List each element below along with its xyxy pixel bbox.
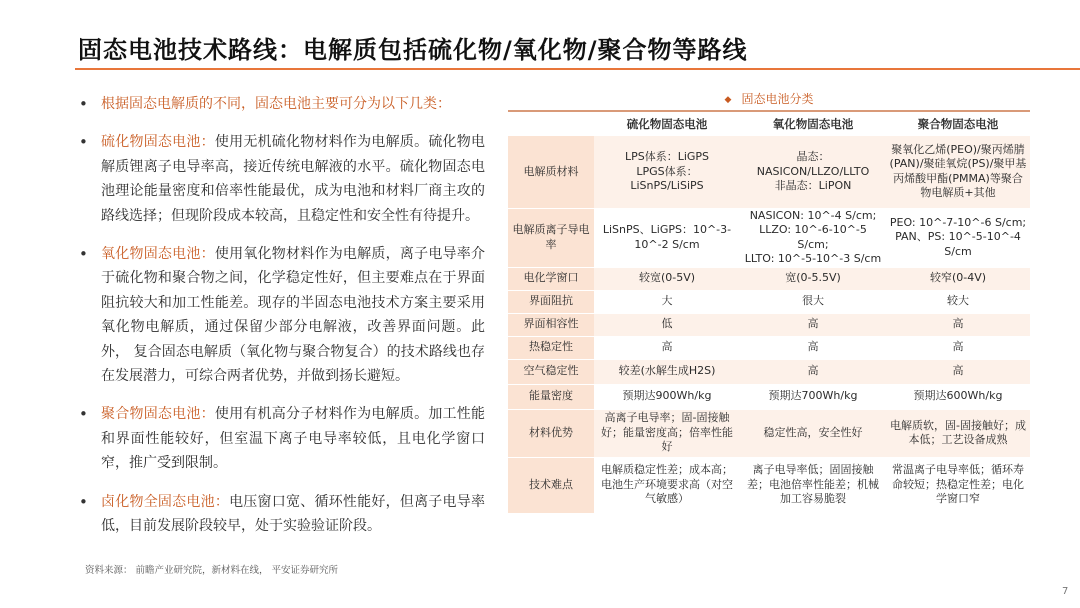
table-cell: 离子电导率低；固固接触差；电池倍率性能差；机械加工容易脆裂 [740, 457, 886, 513]
polymer-text: 使用有机高分子材料作为电解质。加工性能和界面性能较好，但室温下离子电导率较低，且电化学窗口窄，推广受到限制。 [101, 406, 486, 472]
sulfide-text: 使用无机硫化物材料作为电解质。硫化物电解质锂离子电导率高，接近传统电解液的水平。硫化物固态电池理论能量密度和倍率性能最优，成为电池和材料厂商主攻的路线选择；但现阶段成本较高，且稳定性和安全性有待提升。 [101, 134, 486, 224]
table-cell: 聚氧化乙烯(PEO)/聚丙烯腈(PAN)/聚硅氧烷(PS)/聚甲基丙烯酸甲酯(PMMA)等聚合物电解质+其他 [886, 136, 1030, 208]
table-cell: 高 [886, 359, 1030, 384]
table-cell: 高 [740, 313, 886, 336]
table-cell: 电解质稳定性差；成本高；电池生产环境要求高（对空气敏感） [594, 457, 740, 513]
intro-text: 根据固态电解质的不同，固态电池主要可分为以下几类： [101, 96, 451, 112]
row-header: 空气稳定性 [508, 359, 594, 384]
table-cell: PEO: 10^-7-10^-6 S/cm; PAN、PS: 10^-5-10^-4 S/cm [886, 208, 1030, 267]
table-cell: LPS体系：LiGPS LPGS体系： LiSnPS/LiSiPS [594, 136, 740, 208]
bullet-list [75, 92, 485, 539]
column-header: 氧化物固态电池 [740, 112, 886, 136]
row-header: 材料优势 [508, 409, 594, 457]
table-cell: 预期达900Wh/kg [594, 384, 740, 409]
table-cell: 预期达600Wh/kg [886, 384, 1030, 409]
table-cell: NASICON: 10^-4 S/cm; LLZO: 10^-6-10^-5 S/cm; LLTO: 10^-5-10^-3 S/cm [740, 208, 886, 267]
row-header: 电解质材料 [508, 136, 594, 208]
table-cell: 较差(水解生成H2S) [594, 359, 740, 384]
halide-text: 电压窗口宽、循环性能好，但离子电导率低，目前发展阶段较早，处于实验验证阶段。 [101, 493, 486, 535]
table-cell: 电解质软，固-固接触好；成本低；工艺设备成熟 [886, 409, 1030, 457]
row-header: 界面阻抗 [508, 290, 594, 313]
sulfide-label: 硫化物固态电池： [101, 134, 215, 151]
table-cell: 大 [594, 290, 740, 313]
row-header: 电化学窗口 [508, 267, 594, 290]
source-note: 资料来源： 前瞻产业研究院，新材料在线， 平安证券研究所 [85, 565, 339, 576]
table-row [508, 457, 1030, 513]
table-row [508, 384, 1030, 409]
halide-label: 卤化物全固态电池： [101, 493, 230, 510]
table-row [508, 290, 1030, 313]
table-row [508, 208, 1030, 267]
row-header: 技术难点 [508, 457, 594, 513]
table-cell: 较窄(0-4V) [886, 267, 1030, 290]
bullet-sulfide [75, 130, 485, 228]
table-cell: LiSnPS、LiGPS：10^-3-10^-2 S/cm [594, 208, 740, 267]
row-header: 能量密度 [508, 384, 594, 409]
table-cell: 高离子电导率；固-固接触好；能量密度高；倍率性能好 [594, 409, 740, 457]
table-caption-text: 固态电池分类 [741, 92, 814, 106]
table-header-row [508, 112, 1030, 136]
row-header: 热稳定性 [508, 336, 594, 359]
bullet-halide [75, 490, 485, 539]
oxide-text: 使用氧化物材料作为电解质，离子电导率介于硫化物和聚合物之间，化学稳定性好，但主要难点在于界面阻抗较大和加工性能差。现存的半固态电池技术方案主要采用氧化物电解质，通过保留少部分电解液，改善界面问题。此外， 复合固态电解质（氧化物与聚合物复合）的技术路线也存在发展潜力，可综合两者优势，并做到扬长避短。 [101, 246, 486, 385]
row-header: 界面相容性 [508, 313, 594, 336]
table-row [508, 267, 1030, 290]
page-title: 固态电池技术路线：电解质包括硫化物/氧化物/聚合物等路线 [78, 36, 748, 64]
bullet-polymer [75, 402, 485, 475]
table-cell: 稳定性高，安全性好 [740, 409, 886, 457]
table-cell: 较大 [886, 290, 1030, 313]
table-row [508, 336, 1030, 359]
bullet-oxide [75, 242, 485, 388]
table-cell: 常温离子电导率低；循环寿命较短；热稳定性差；电化学窗口窄 [886, 457, 1030, 513]
comparison-table [508, 112, 1030, 514]
column-header: 聚合物固态电池 [886, 112, 1030, 136]
page-number: 7 [1062, 586, 1069, 597]
column-header: 硫化物固态电池 [594, 112, 740, 136]
bullet-intro [75, 92, 485, 116]
table-row [508, 313, 1030, 336]
diamond-icon: ◆ [724, 95, 732, 105]
header-corner [508, 112, 594, 136]
oxide-label: 氧化物固态电池： [101, 246, 215, 263]
polymer-label: 聚合物固态电池： [101, 406, 215, 423]
table-cell: 很大 [740, 290, 886, 313]
table-row [508, 136, 1030, 208]
table-cell: 高 [886, 336, 1030, 359]
table-cell: 高 [740, 359, 886, 384]
table-cell: 高 [740, 336, 886, 359]
title-divider [75, 68, 1080, 70]
table-cell: 高 [594, 336, 740, 359]
table-cell: 高 [886, 313, 1030, 336]
table-cell: 预期达700Wh/kg [740, 384, 886, 409]
table-cell: 晶态： NASICON/LLZO/LLTO 非晶态：LiPON [740, 136, 886, 208]
table-row [508, 409, 1030, 457]
table-cell: 宽(0-5.5V) [740, 267, 886, 290]
row-header: 电解质离子导电率 [508, 208, 594, 267]
table-cell: 低 [594, 313, 740, 336]
table-row [508, 359, 1030, 384]
table-caption [508, 90, 1030, 110]
table-cell: 较宽(0-5V) [594, 267, 740, 290]
